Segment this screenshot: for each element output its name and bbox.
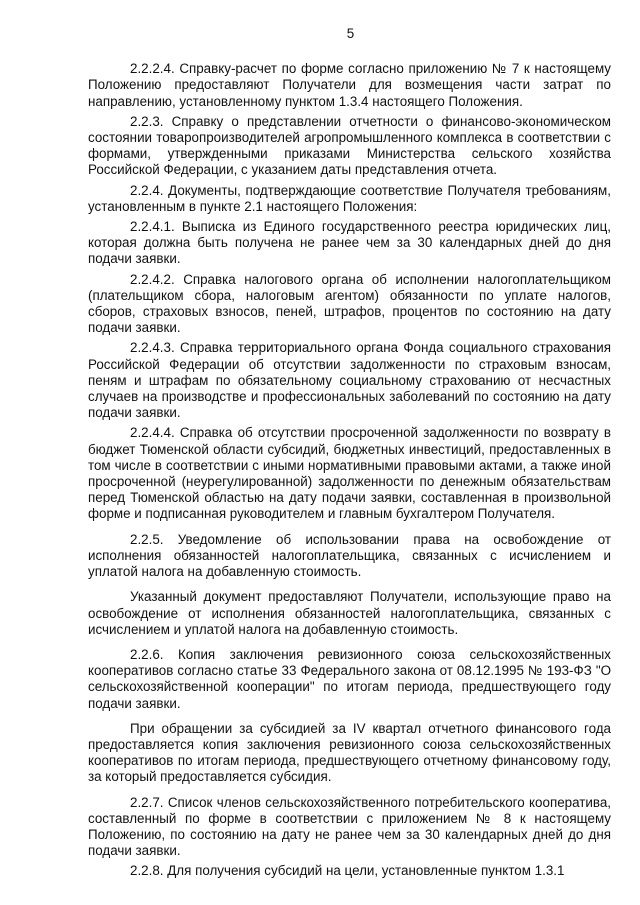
paragraph-2-2-4-1: 2.2.4.1. Выписка из Единого государственного реестра юридических лиц, которая должна быть получена не ранее чем за 30 календарных дней до дня подачи заявки. xyxy=(88,219,611,267)
document-page xyxy=(88,26,611,880)
paragraph-2-2-2-4: 2.2.2.4. Справку-расчет по форме согласно приложению № 7 к настоящему Положению предоставляют Получатели для возмещения части затрат по направлению, установленному пунктом 1.3.4 настоящего Положения. xyxy=(88,61,611,109)
paragraph-2-2-4-3: 2.2.4.3. Справка территориального органа Фонда социального страхования Российской Федерации об отсутствии задолженности по страховым взносам, пеням и штрафам по обязательному социальному страхованию от несчастных случаев на производстве и профессиональных заболеваний по состоянию на дату подачи заявки. xyxy=(88,340,611,421)
paragraph-2-2-6-note: При обращении за субсидией за IV квартал отчетного финансового года предоставляется копия заключения ревизионного союза сельскохозяйственных кооперативов по итогам периода, предшествующего отчетному финансовому году, за который предоставляется субсидия. xyxy=(88,720,611,785)
paragraph-2-2-5-note: Указанный документ предоставляют Получатели, использующие право на освобождение от исполнения обязанностей налогоплательщика, связанных с исчислением и уплатой налога на добавленную стоимость. xyxy=(88,589,611,637)
paragraph-2-2-7: 2.2.7. Список членов сельскохозяйственного потребительского кооператива, составленный по форме в соответствии с приложением № 8 к настоящему Положению, по состоянию на дату не ранее чем за 30 календарных дней до дня подачи заявки. xyxy=(88,794,611,859)
paragraph-2-2-4-2: 2.2.4.2. Справка налогового органа об исполнении налогоплательщиком (плательщиком сбора, налоговым агентом) обязанности по уплате налогов, сборов, страховых взносов, пеней, штрафов, процентов по состоянию на дату подачи заявки. xyxy=(88,271,611,336)
paragraph-2-2-4: 2.2.4. Документы, подтверждающие соответствие Получателя требованиям, установленным в пункте 2.1 настоящего Положения: xyxy=(88,182,611,214)
paragraph-2-2-6: 2.2.6. Копия заключения ревизионного союза сельскохозяйственных кооперативов согласно статье 33 Федерального закона от 08.12.1995 № 193-ФЗ "О сельскохозяйственной кооперации" по итогам периода, предшествующего году подачи заявки. xyxy=(88,646,611,711)
page-number: 5 xyxy=(346,26,355,41)
paragraph-2-2-4-4: 2.2.4.4. Справка об отсутствии просроченной задолженности по возврату в бюджет Тюменской области субсидий, бюджетных инвестиций, предоставленных в том числе в соответствии с иными нормативными правовыми актами, а также иной просроченной (неурегулированной) задолженности по денежным обязательствам перед Тюменской областью на дату подачи заявки, составленная в произвольной форме и подписанная руководителем и главным бухгалтером Получателя. xyxy=(88,425,611,522)
paragraph-2-2-5: 2.2.5. Уведомление об использовании права на освобождение от исполнения обязанностей налогоплательщика, связанных с исчислением и уплатой налога на добавленную стоимость. xyxy=(88,531,611,580)
paragraph-2-2-8: 2.2.8. Для получения субсидий на цели, установленные пунктом 1.3.1 xyxy=(130,863,565,879)
paragraph-2-2-3: 2.2.3. Справку о представлении отчетности о финансово-экономическом состоянии товаропроизводителей агропромышленного комплекса в соответствии с формами, утвержденными приказами Министерства сельского хозяйства Российской Федерации, с указанием даты представления отчета. xyxy=(88,113,611,178)
